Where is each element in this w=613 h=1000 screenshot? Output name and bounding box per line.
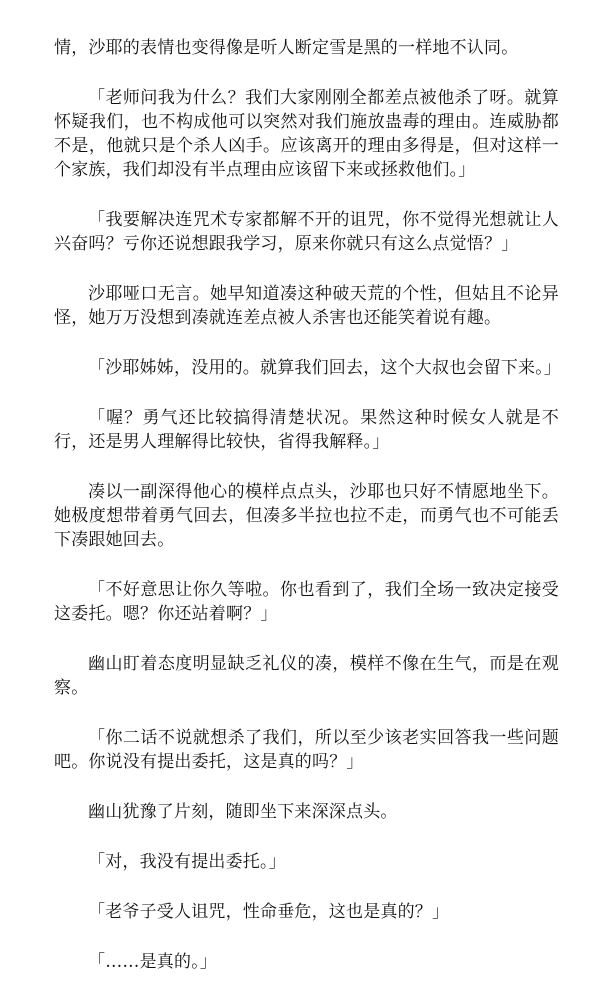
paragraph: 「喔？勇气还比较搞得清楚状况。果然这种时候女人就是不行，还是男人理解得比较快，省得我解释。」 — [54, 408, 559, 452]
paragraph: 「老爷子受人诅咒，性命垂危，这也是真的？」 — [88, 902, 450, 922]
paragraph: 幽山犹豫了片刻，随即坐下来深深点头。 — [88, 802, 398, 822]
paragraph: 「我要解决连咒术专家都解不开的诅咒，你不觉得光想就让人兴奋吗？亏你还说想跟我学习，原来你就只有这么点觉悟？」 — [54, 210, 559, 254]
paragraph: 沙耶哑口无言。她早知道凑这种破天荒的个性，但姑且不论异怪，她万万没想到凑就连差点被人杀害也还能笑着说有趣。 — [54, 284, 559, 328]
paragraph: 「沙耶姊姊，没用的。就算我们回去，这个大叔也会留下来。」 — [88, 358, 562, 378]
paragraph: 「你二话不说就想杀了我们，所以至少该老实回答我一些问题吧。你说没有提出委托，这是真的吗？」 — [54, 728, 559, 772]
paragraph: 「……是真的。」 — [88, 952, 218, 972]
paragraph: 「老师问我为什么？我们大家刚刚全都差点被他杀了呀。就算怀疑我们，也不构成他可以突然对我们施放蛊毒的理由。连威胁都不是，他就只是个杀人凶手。应该离开的理由多得是，但对这样一个家族，我们却没有半点理由应该留下来或拯救他们。」 — [54, 88, 559, 180]
paragraph: 「不好意思让你久等啦。你也看到了，我们全场一致决定接受这委托。嗯？你还站着啊？」 — [54, 580, 559, 624]
paragraph: 幽山盯着态度明显缺乏礼仪的凑，模样不像在生气，而是在观察。 — [54, 654, 559, 698]
document-page — [54, 36, 562, 1000]
paragraph: 「对，我没有提出委托。」 — [88, 852, 286, 872]
paragraph: 情，沙耶的表情也变得像是听人断定雪是黑的一样地不认同。 — [54, 38, 519, 58]
paragraph: 凑以一副深得他心的模样点点头，沙耶也只好不情愿地坐下。她极度想带着勇气回去，但凑多半拉也拉不走，而勇气也不可能丢下凑跟她回去。 — [54, 482, 559, 550]
